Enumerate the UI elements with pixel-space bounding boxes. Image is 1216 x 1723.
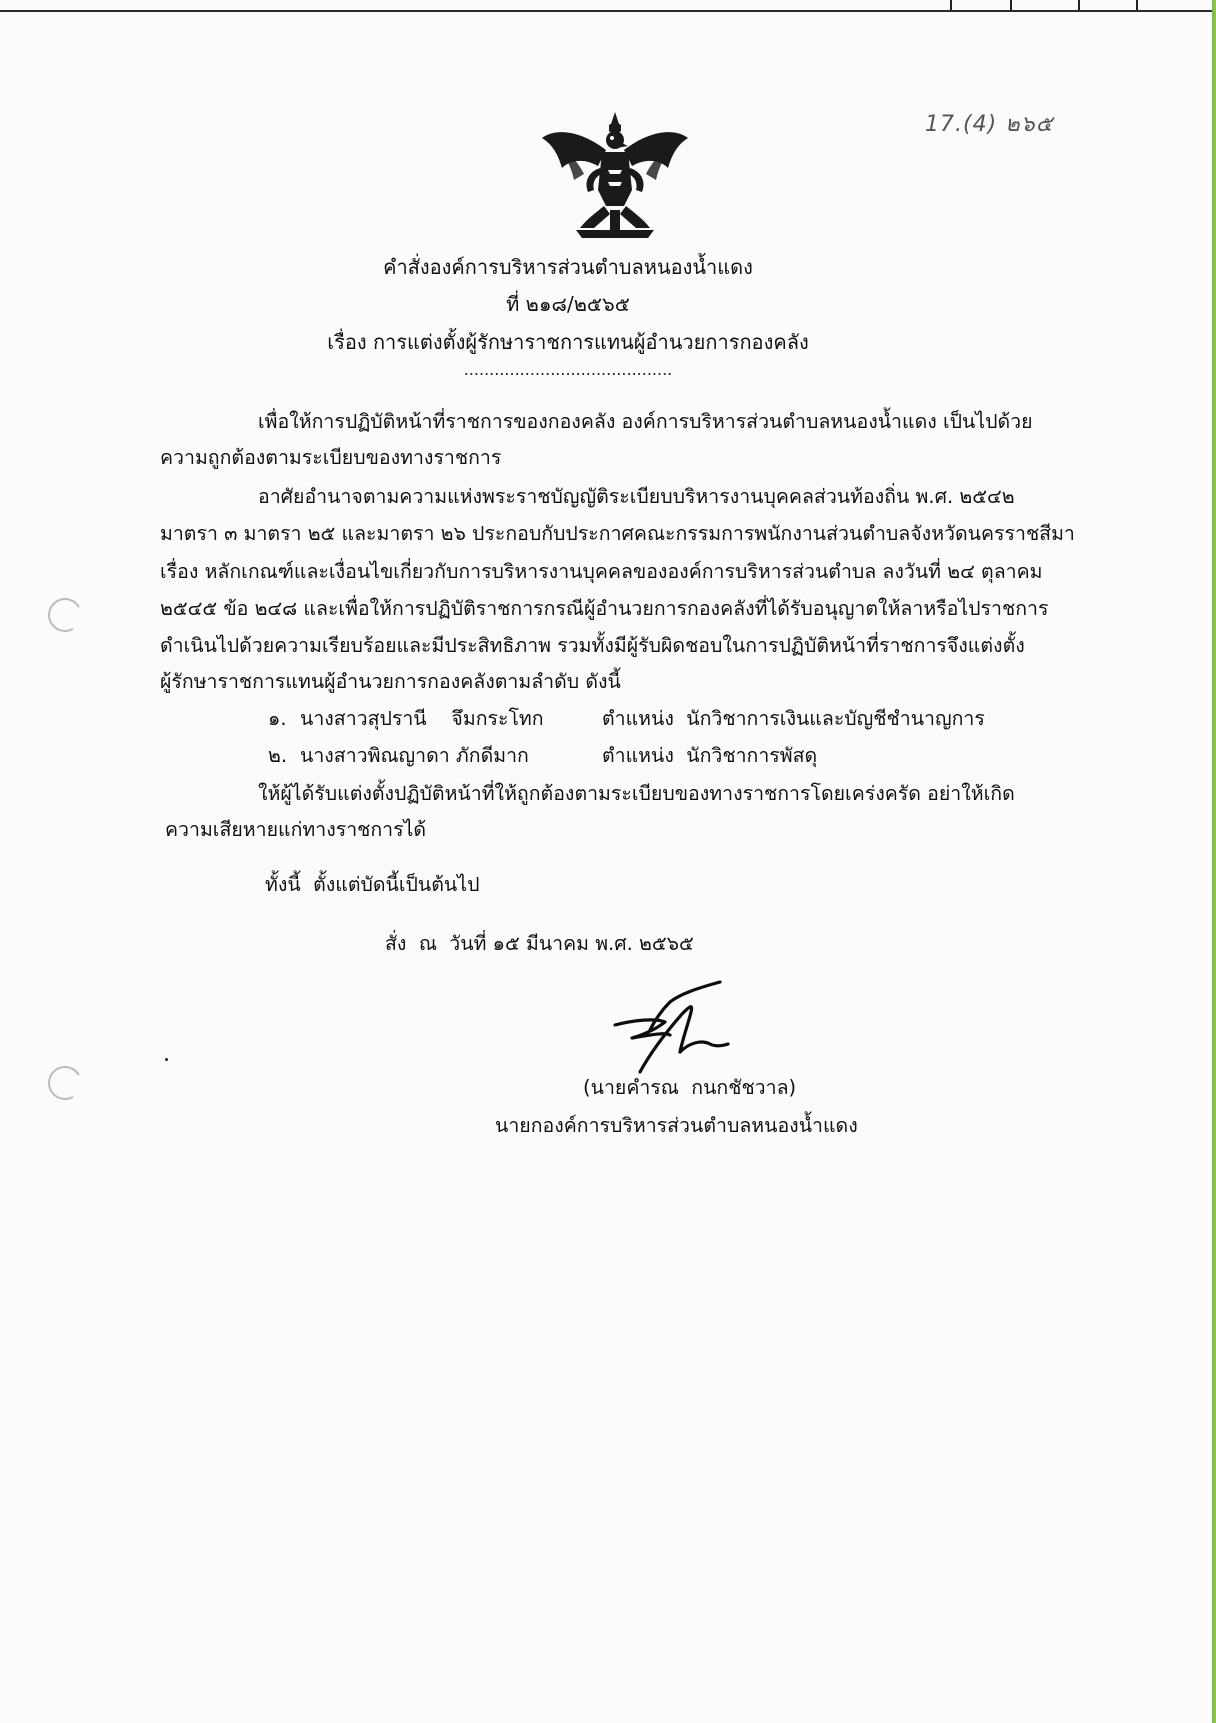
appointee-number: ๒.	[268, 744, 288, 767]
paragraph-line: มาตรา ๓ มาตรา ๒๕ และมาตรา ๒๖ ประกอบกับประกาศคณะกรรมการพนักงานส่วนตำบลจังหวัดนครราชสีมา	[160, 522, 1075, 545]
document-title: คำสั่งองค์การบริหารส่วนตำบลหนองน้ำแดง	[383, 255, 753, 279]
punch-hole-mark	[44, 594, 86, 636]
punch-hole-mark	[44, 1062, 86, 1104]
edge-mark	[1010, 0, 1012, 10]
signatory-title: นายกองค์การบริหารส่วนตำบลหนองน้ำแดง	[495, 1114, 858, 1137]
paragraph-line: ๒๕๔๕ ข้อ ๒๔๘ และเพื่อให้การปฏิบัติราชการกรณีผู้อำนวยการกองคลังที่ได้รับอนุญาตให้ลาหรือไปราชการ	[160, 597, 1049, 620]
appointee-name: นางสาวสุปรานี จึมกระโทก	[300, 707, 544, 730]
paragraph-line: ผู้รักษาราชการแทนผู้อำนวยการกองคลังตามลำดับ ดังนี้	[160, 670, 621, 693]
signatory-name: (นายคำรณ กนกชัชวาล)	[583, 1076, 797, 1099]
appointee-number: ๑.	[268, 707, 287, 730]
scan-top-edge	[0, 0, 1212, 12]
paragraph-line: ความเสียหายแก่ทางราชการได้	[165, 818, 427, 841]
stray-mark	[165, 1058, 168, 1061]
paragraph-line: อาศัยอำนาจตามความแห่งพระราชบัญญัติระเบียบบริหารงานบุคคลส่วนท้องถิ่น พ.ศ. ๒๕๔๒	[258, 485, 1015, 508]
paragraph-line: เรื่อง หลักเกณฑ์และเงื่อนไขเกี่ยวกับการบริหารงานบุคคลขององค์การบริหารส่วนตำบล ลงวันที่ ๒๔ ตุลาคม	[160, 560, 1043, 583]
title-divider: .........................................	[463, 360, 673, 379]
handwritten-note: 17.(4) ๒๖๕	[925, 112, 1054, 137]
edge-mark	[1078, 0, 1080, 10]
edge-mark	[950, 0, 952, 10]
effective-statement: ทั้งนี้ ตั้งแต่บัดนี้เป็นต้นไป	[265, 873, 480, 896]
document-number: ที่ ๒๑๘/๒๕๖๕	[506, 292, 630, 316]
garuda-emblem	[540, 110, 690, 245]
appointee-name: นางสาวพิณญาดา ภักดีมาก	[300, 744, 529, 767]
appointee-position: ตำแหน่ง นักวิชาการเงินและบัญชีชำนาญการ	[602, 707, 985, 730]
handwritten-signature	[610, 980, 740, 1075]
paragraph-line: เพื่อให้การปฏิบัติหน้าที่ราชการของกองคลัง องค์การบริหารส่วนตำบลหนองน้ำแดง เป็นไปด้วย	[258, 410, 1033, 433]
appointee-position: ตำแหน่ง นักวิชาการพัสดุ	[602, 744, 818, 767]
paragraph-line: ความถูกต้องตามระเบียบของทางราชการ	[160, 446, 502, 469]
document-subject: เรื่อง การแต่งตั้งผู้รักษาราชการแทนผู้อำนวยการกองคลัง	[327, 330, 809, 354]
paragraph-line: ดำเนินไปด้วยความเรียบร้อยและมีประสิทธิภาพ รวมทั้งมีผู้รับผิดชอบในการปฏิบัติหน้าที่ราชการจึงแต่งตั้ง	[160, 634, 1025, 657]
paragraph-line: ให้ผู้ได้รับแต่งตั้งปฏิบัติหน้าที่ให้ถูกต้องตามระเบียบของทางราชการโดยเคร่งครัด อย่าให้เกิด	[258, 782, 1015, 805]
order-date: สั่ง ณ วันที่ ๑๕ มีนาคม พ.ศ. ๒๕๖๕	[385, 932, 694, 955]
edge-mark	[1136, 0, 1138, 10]
